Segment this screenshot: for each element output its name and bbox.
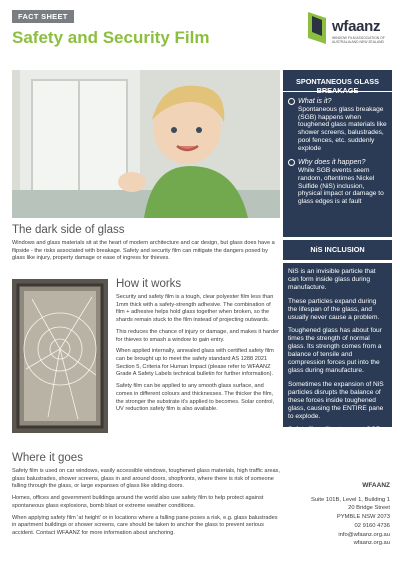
address-line: Suite 101B, Level 1, Building 1 bbox=[311, 496, 390, 503]
logo-subtitle: WINDOW FILM ASSOCIATION OF AUSTRALIA AND NEW ZEALAND bbox=[332, 36, 385, 45]
header bbox=[0, 0, 400, 66]
sgb-answer-why: While SGB events seem random, oftentimes Nickel Sulfide (NiS) inclusion, physical impact or damage to glass edges is at fault bbox=[298, 166, 384, 206]
fact-sheet-tag: FACT SHEET bbox=[12, 10, 74, 23]
nis-paragraph: Toughened glass has about four times the strength of normal glass. Its strength comes from a balance of tensile and compression forces put into the glass during manufacture. bbox=[288, 327, 382, 374]
sidebar bbox=[283, 70, 392, 450]
sgb-answer-what: Spontaneous glass breakage (SGB) happens when toughened glass materials like shower screens, balustrades, pool fences, etc. suddenly explode bbox=[298, 105, 387, 153]
hero-photo-child-at-window bbox=[12, 70, 280, 218]
nis-info-box bbox=[283, 263, 392, 450]
bullet-icon bbox=[288, 159, 295, 166]
how-paragraph-2: This reduces the chance of injury or damage, and makes it harder for thieves to smash a window to gain entry. bbox=[116, 328, 279, 343]
nis-paragraph: Sometimes the expansion of NiS particles disrupts the balance of these forces inside toughened glass, causing the ENTIRE pane to explode. bbox=[288, 380, 384, 420]
org-name: WFAANZ bbox=[362, 482, 390, 489]
nis-inclusion-heading: NiS INCLUSION bbox=[283, 239, 392, 261]
sgb-what-item bbox=[288, 97, 387, 153]
nis-paragraph: These particles expand during the lifespan of the glass, and usually never cause a problem. bbox=[288, 297, 380, 321]
broken-window-photo bbox=[12, 279, 108, 433]
contact-address bbox=[286, 481, 390, 548]
logo-text: wfaanz bbox=[332, 18, 381, 35]
address-line: PYMBLE NSW 2073 bbox=[336, 514, 390, 521]
wfaanz-logo[interactable] bbox=[306, 10, 392, 54]
where-it-goes-heading: Where it goes bbox=[12, 452, 83, 464]
where-paragraph-2: Homes, offices and government buildings around the world also use safety film to help protect against spontaneous glass explosions, bomb blast or extreme weather conditions. bbox=[12, 495, 264, 509]
how-it-works-text bbox=[116, 294, 280, 418]
sgb-info-box bbox=[283, 92, 392, 237]
address-line: 20 Bridge Street bbox=[348, 505, 390, 512]
how-paragraph-3: When applied internally, annealed glass with certified safety film can be brought up to meet the safety standard AS 1288 2021 Section 5, Criteria for Human Impact (please refer to WFAANZ Grade A Safety Labels technical bulletin for further information). bbox=[116, 348, 274, 378]
phone-number[interactable]: 02 9160 4736 bbox=[354, 522, 390, 529]
nis-paragraph: Safety film will not prevent SGB, but it can lessen the associated risks. bbox=[288, 426, 383, 450]
how-it-works-heading: How it works bbox=[116, 278, 182, 290]
dark-side-paragraph: Windows and glass materials sit at the heart of modern architecture and car design, but glass does have a flipside - the risks associated with breakage. Safety and security film can mitigate the dangers posed by glass like injury, property damage or ease of ingress for thieves. bbox=[12, 240, 275, 262]
how-paragraph-4: Safety film can be applied to any smooth glass surface, and comes in different colours and thicknesses. The thicker the film, the stronger the substrate it's applied to becomes. Solar control, UV reduction safety film is also available. bbox=[116, 383, 275, 413]
how-paragraph-1: Security and safety film is a tough, clear polyester film less than 1mm thick with a safety-strength adhesive. The combination of film + adhesive helps hold glass together when broken, so the shards remain stuck to the film instead of projecting outwards. bbox=[116, 294, 274, 324]
sgb-question-what: What is it? bbox=[298, 96, 332, 105]
where-paragraph-3: When applying safety film 'at height' or in locations where a falling pane poses a risk, e.g. glass balustrades in apartment buildings or shower screens, care should be taken to anchor the glass to prevent serious accident. Contact WFAANZ for more information about anchoring. bbox=[12, 514, 278, 537]
nis-paragraph: NiS is an invisible particle that can form inside glass during manufacture. bbox=[288, 268, 376, 291]
spontaneous-glass-breakage-heading: SPONTANEOUS GLASS BREAKAGE bbox=[283, 70, 392, 92]
bullet-icon bbox=[288, 98, 295, 105]
page-title: Safety and Security Film bbox=[12, 28, 210, 47]
where-it-goes-text bbox=[12, 468, 280, 542]
sgb-question-why: Why does it happen? bbox=[298, 157, 366, 167]
logo-mark-icon bbox=[306, 10, 328, 46]
sgb-why-item bbox=[288, 158, 387, 206]
dark-side-text bbox=[12, 240, 280, 267]
where-paragraph-1: Safety film is used on car windows, easily accessible windows, toughened glass materials, high traffic areas, glass balustrades, shower screens, glass in and around doors, shopfronts, where there is risk of someone falling through the glass, or large expanses of glass like sliding doors. bbox=[12, 468, 280, 490]
website-link[interactable]: wfaanz.org.au bbox=[353, 540, 390, 547]
email-link[interactable]: info@wfaanz.org.au bbox=[338, 531, 390, 538]
dark-side-heading: The dark side of glass bbox=[12, 224, 125, 236]
